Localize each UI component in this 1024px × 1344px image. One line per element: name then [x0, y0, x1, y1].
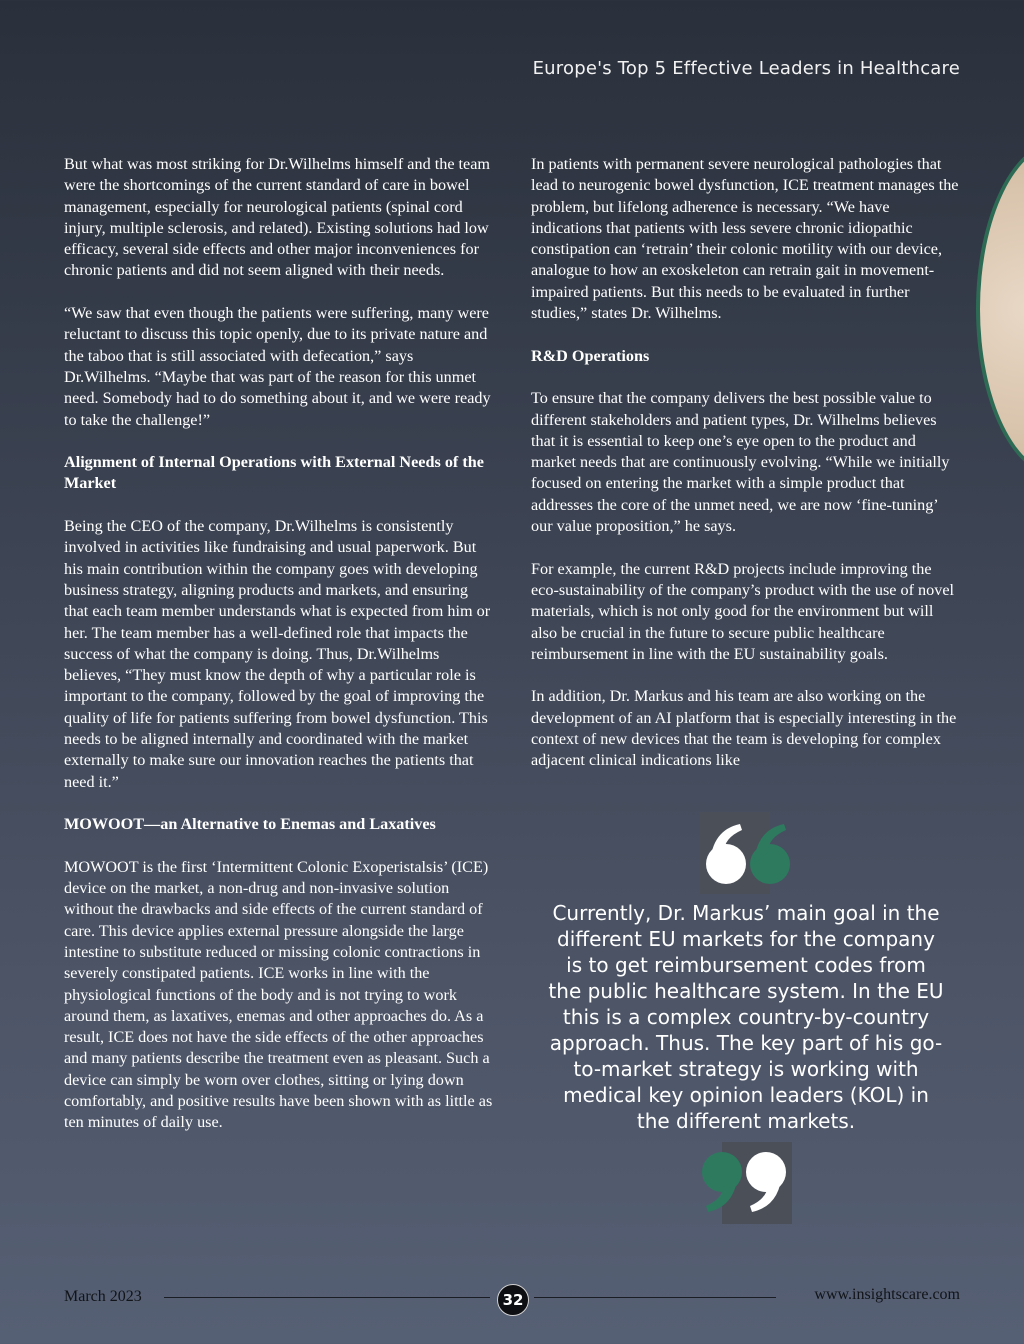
right-column	[531, 154, 963, 793]
paragraph: MOWOOT is the first ‘Intermittent Colonic Exoperistalsis’ (ICE) device on the market, a non-drug and non-invasive solution without the drawbacks and side effects of the current standard of care. This device applies external pressure alongside the large intestine to substitute reduced or missing colonic contractions in severely constipated patients. ICE works in line with the physiological functions of the body and is not trying to work around them, as laxatives, enemas and other approaches do. As a result, ICE does not have the side effects of the other approaches and many patients describe the treatment even as pleasant. Such a device can simply be worn over clothes, sitting or lying down comfortably, and positive results have been shown with as little as ten minutes of daily use.	[64, 857, 493, 1132]
website-link[interactable]: www.insightscare.com	[814, 1286, 960, 1303]
paragraph: To ensure that the company delivers the best possible value to different stakeholders and patient types, Dr. Wilhelms believes that it is essential to keep one’s eye open to the product and market needs that are continuously evolving. “While we initially focused on entering the market with a simple product that addresses the core of the unmet need, we are now ‘fine-tuning’ our value proposition,” he says.	[531, 389, 950, 536]
section-heading: R&D Operations	[531, 346, 650, 365]
pull-quote-text: Currently, Dr. Markus’ main goal in the different EU markets for the company is to get reimbursement codes from the public healthcare system. In the EU this is a complex country-by-country approach. Thus. The key part of his go-to-market strategy is working with medical key opinion leaders (KOL) in the different markets.	[548, 901, 944, 1133]
close-quote-icon	[700, 1142, 792, 1224]
section-heading: MOWOOT—an Alternative to Enemas and Laxatives	[64, 815, 436, 834]
open-quote-icon	[700, 812, 792, 894]
page-number: 32	[497, 1284, 529, 1316]
paragraph: Being the CEO of the company, Dr.Wilhelms is consistently involved in activities like fundraising and usual paperwork. But his main contribution within the company goes with developing business strategy, aligning products and markets, and ensuring that each team member understands what is expected from him or her. The team member has a well-defined role that impacts the success of what the company is doing. Thus, Dr.Wilhelms believes, “They must know the depth of why a particular role is important to the company, followed by the goal of improving the quality of life for patients suffering from bowel dysfunction. This needs to be aligned internally and coordinated with the market externally to make sure our innovation reaches the patients that need it.”	[64, 517, 491, 791]
decorative-arc-image	[976, 140, 1024, 478]
section-heading: Alignment of Internal Operations with External Needs of the Market	[64, 453, 484, 493]
paragraph: In patients with permanent severe neurological pathologies that lead to neurogenic bowel dysfunction, ICE treatment manages the problem, but lifelong adherence is necessary. “We have indications that patients with less severe chronic idiopathic constipation can ‘retrain’ their colonic motility with our device, analogue to how an exoskeleton can retrain gait in movement-impaired patients. But this needs to be evaluated in further studies,” states Dr. Wilhelms.	[531, 155, 959, 323]
left-column	[64, 154, 496, 1155]
paragraph: “We saw that even though the patients were suffering, many were reluctant to discuss this topic openly, due to its private nature and the taboo that is still associated with defecation,” says Dr.Wilhelms. “Maybe that was part of the reason for this unmet need. Somebody had to do something about it, and we were ready to take the challenge!”	[64, 304, 491, 429]
footer-divider	[164, 1297, 490, 1298]
issue-date: March 2023	[64, 1288, 142, 1305]
paragraph: But what was most striking for Dr.Wilhelms himself and the team were the shortcomings of the current standard of care in bowel management, especially for neurological patients (spinal cord injury, multiple sclerosis, and related). Existing solutions had low efficacy, several side effects and other major inconveniences for chronic patients and did not seem aligned with their needs.	[64, 155, 491, 280]
paragraph: In addition, Dr. Markus and his team are also working on the development of an AI platform that is especially interesting in the context of new devices that the team is developing for complex adjacent clinical indications like	[531, 687, 957, 770]
footer-divider	[534, 1297, 776, 1298]
running-header: Europe's Top 5 Effective Leaders in Healthcare	[532, 58, 960, 79]
pull-quote	[548, 812, 944, 1224]
paragraph: For example, the current R&D projects include improving the eco-sustainability of the company’s product with the use of novel materials, which is not only good for the environment but will also be crucial in the future to secure public healthcare reimbursement in line with the EU sustainability goals.	[531, 559, 955, 663]
